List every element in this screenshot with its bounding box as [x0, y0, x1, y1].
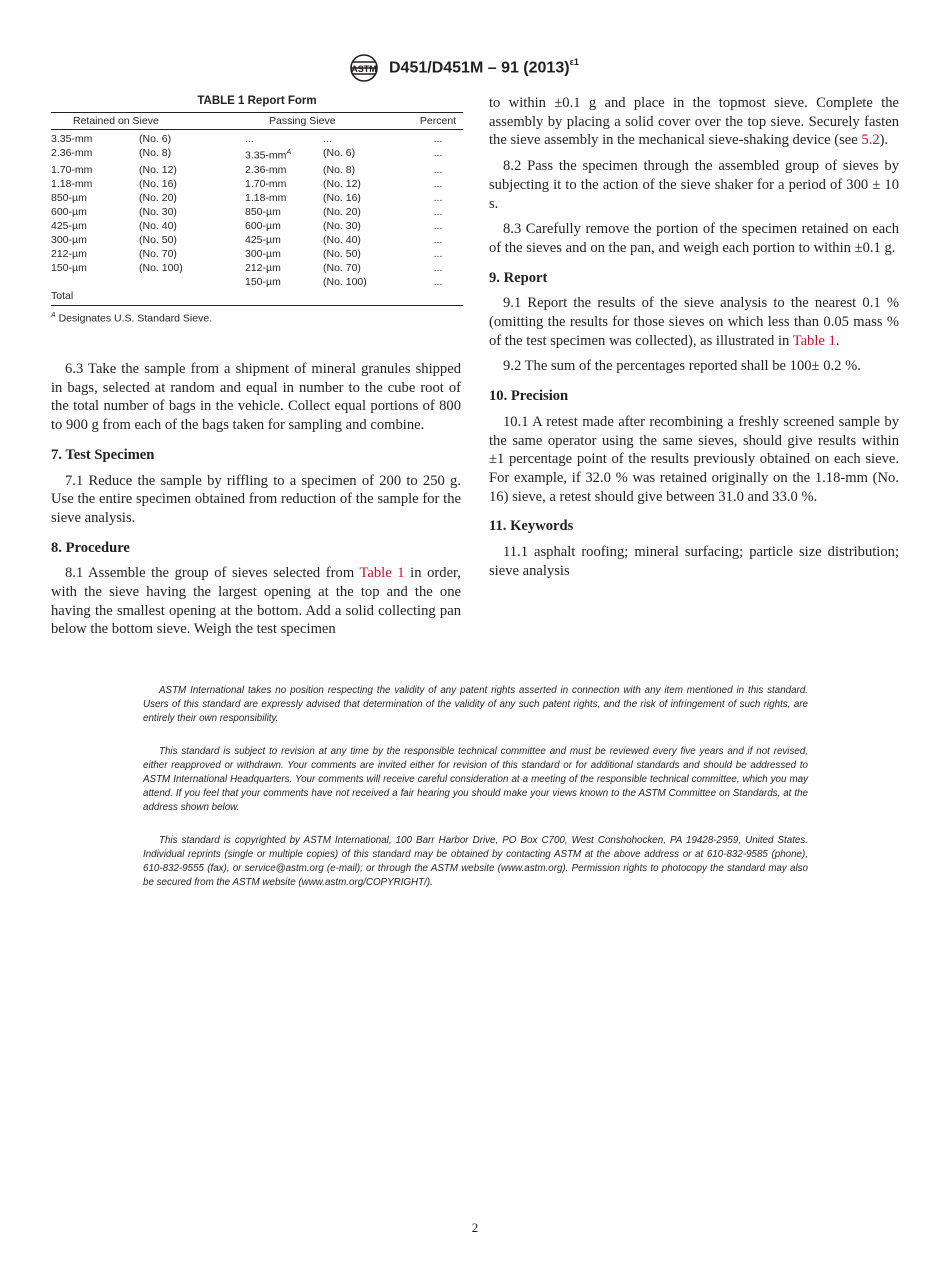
table-row: 150-µm (No. 100) ...: [245, 275, 443, 288]
paragraph-9-1: 9.1 Report the results of the sieve analysis to the nearest 0.1 % (omitting the results for those sieves on which less than 0.05 mass % of the test specimen was collected), as illustrated in Table 1.: [489, 295, 899, 349]
table-row: 1.70-mm (No. 12) 2.36-mm (No. 8) ...: [51, 163, 443, 176]
column-header-passing: Passing Sieve: [245, 113, 413, 130]
paragraph-8-1: 8.1 Assemble the group of sieves selected from Table 1 in order, with the sieve having the largest opening at the top and the one having the smallest opening at the bottom. Add a solid collecting pan below the bottom sieve. Weigh the test specimen: [51, 565, 461, 638]
table-row: 2.36-mm (No. 8) $3.35-mm^A$ (No. 6) ...: [51, 147, 443, 162]
column-header-retained: Retained on Sieve: [51, 113, 245, 130]
page-number: 2: [471, 1220, 479, 1235]
paragraph-6-3: 6.3 Take the sample from a shipment of mineral granules shipped in bags, selected at random and equal in number to the cube root of the total number of bags in the vehicle. Collect equal portions of 800 to 900 g from each of the bags taken for sampling and combine.: [51, 361, 461, 434]
report-form-table-block: [51, 95, 463, 324]
section-heading-11: 11. Keywords: [489, 518, 574, 535]
left-column: [51, 360, 461, 646]
section-heading-8: 8. Procedure: [51, 539, 130, 556]
section-heading-10: 10. Precision: [489, 388, 569, 405]
paragraph-10-1: 10.1 A retest made after recombining a freshly screened sample by the same operator using the same sieves, should give results within ±1 percentage point of the results previously obtained on each sieve. For example, if 32.0 % was retained originally on the 1.18-mm (No. 16) sieve, a retest should give between 31.0 and 33.0 %.: [489, 413, 899, 505]
astm-logo-icon: [344, 52, 384, 84]
svg-text:ASTM: ASTM: [351, 64, 377, 74]
table-footnote: $^A$ Designates U.S. Standard Sieve.: [51, 311, 213, 324]
section-heading-7: 7. Test Specimen: [51, 446, 155, 463]
section-5-2-link[interactable]: 5.2: [861, 132, 880, 149]
paragraph-7-1: 7.1 Reduce the sample by riffling to a specimen of 200 to 250 g. Use the entire specimen obtained from reduction of the sample for the sieve analysis.: [51, 472, 461, 526]
copyright-disclaimer: This standard is copyrighted by ASTM International, 100 Barr Harbor Drive, PO Box C700, West Conshohocken, PA 19428-2959, United States. Individual reprints (single or multiple copies) of this standard may be obtained by contacting ASTM at the above address or at 610-832-9585 (phone), 610-832-9555 (fax), or service@astm.org (e-mail); or through the ASTM website (www.astm.org). Permission rights to photocopy the standard may also be secured from the ASTM website (www.astm.org/COPYRIGHT/).: [143, 835, 808, 888]
section-heading-9: 9. Report: [489, 269, 548, 286]
table-title: TABLE 1 Report Form: [197, 95, 317, 107]
table-row: 1.18-mm (No. 16) 1.70-mm (No. 12) ...: [51, 177, 443, 190]
epsilon-superscript: ε1: [569, 57, 579, 67]
page-header: [0, 52, 950, 86]
paragraph-8-3: 8.3 Carefully remove the portion of the specimen retained on each of the sieves and on the pan, and weigh each portion to within ±0.1 g.: [489, 221, 899, 256]
report-form-table: [51, 112, 463, 306]
table-row: 600-µm (No. 30) 850-µm (No. 20) ...: [51, 205, 443, 218]
table-row: 300-µm (No. 50) 425-µm (No. 40) ...: [51, 233, 443, 246]
table-row: 850-µm (No. 20) 1.18-mm (No. 16) ...: [51, 191, 443, 204]
paragraph-8-1-continued: to within ±0.1 g and place in the topmost sieve. Complete the assembly by placing a solid cover over the top sieve. Securely fasten the sieve assembly in the mechanical sieve-shaking device (see 5.2).: [489, 95, 899, 149]
footer-disclaimers: [143, 684, 808, 909]
table-body: [51, 130, 463, 306]
table-row: 212-µm (No. 70) 300-µm (No. 50) ...: [51, 247, 443, 260]
paragraph-8-2: 8.2 Pass the specimen through the assembled group of sieves by subjecting it to the action of the sieve shaker for a period of 300 ± 10 s.: [489, 158, 899, 212]
table-1-link[interactable]: Table 1: [792, 332, 836, 349]
document-designation: D451/D451M – 91 $(2013)^{\varepsilon 1}$: [389, 57, 579, 77]
patent-disclaimer: ASTM International takes no position respecting the validity of any patent rights asserted in connection with any item mentioned in this standard. Users of this standard are expressly advised that determination of the validity of any such patent rights, and the risk of infringement of such rights, are entirely their own responsibility.: [143, 685, 808, 724]
paragraph-9-2: 9.2 The sum of the percentages reported shall be 100± 0.2 %.: [503, 358, 861, 375]
column-header-percent: Percent: [413, 113, 463, 130]
footnote-mark: A: [286, 149, 292, 156]
right-column: [489, 94, 899, 587]
revision-disclaimer: This standard is subject to revision at any time by the responsible technical committee and must be reviewed every five years and if not revised, either reapproved or withdrawn. Your comments are invited either for revision of this standard or for additional standards and should be addressed to ASTM International Headquarters. Your comments will receive careful consideration at a meeting of the responsible technical committee, which you may attend. If you feel that your comments have not received a fair hearing you should make your views known to the ASTM Committee on Standards, at the address shown below.: [143, 746, 808, 813]
paragraph-11-1: 11.1 asphalt roofing; mineral surfacing; particle size distribution; sieve analysis: [489, 544, 899, 579]
table-row: 3.35-mm (No. 6) ... ... ...: [51, 133, 443, 145]
table-total-row: Total: [51, 289, 463, 306]
table-1-link[interactable]: Table 1: [359, 565, 405, 582]
table-row: 150-µm (No. 100) 212-µm (No. 70) ...: [51, 261, 443, 274]
table-row: 425-µm (No. 40) 600-µm (No. 30) ...: [51, 219, 443, 232]
